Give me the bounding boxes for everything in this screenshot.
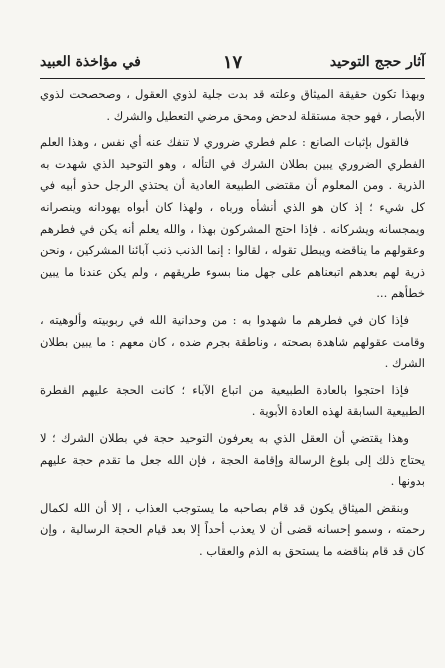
running-title-left: في مؤاخذة العبيد bbox=[40, 54, 141, 70]
paragraph: وبهذا تكون حقيقة الميثاق وعلته قد بدت جلية لذوي العقول ، وصحصحت لذوي الأبصار ، فهو حجة مستقلة لدحض ومحق مرضي التعطيل والشرك . bbox=[40, 87, 425, 123]
paragraph: فالقول بإثبات الصانع : علم فطري ضروري لا تنفك عنه أي نفس ، وهذا العلم الفطري الضروري يبين بطلان الشرك في التأله ، وهو التوحيد الذي شهدت به الذرية . ومن المعلوم أن مقتضى الطبيعة العادية أن يحتذي الرجل حذو أبيه في كل شيء ؛ إذ كان هو الذي أنشأه ورباه ، ولهذا كان أبواه يهودانه وينصرانه ويمجسانه ويشركانه . فإذا احتج المشركون بهذا ، والله يعلم أنه يكن في فطرهم وعقولهم ما يناقضه ويبطل تقوله ، لقالوا : إنما الذنب ذنب آبائنا المشركين ، ونحن ذرية لهم بعدهم اتبعناهم على جهل منا بسوء طريقهم ، ولم يكن عندنا ما يبين خطأهم ... bbox=[40, 135, 425, 301]
page-number: ١٧ bbox=[222, 52, 243, 73]
page-body bbox=[40, 84, 425, 567]
paragraph: وبنقض الميثاق يكون قد قام بصاحبه ما يستوجب العذاب ، إلا أن الله لكمال رحمته ، وسمو إحسانه قضى أن لا يعذب أحداً إلا بعد قيام الحجة الرسالية ، وإن كان قد قام بناقضه ما يستحق به الذم والعقاب . bbox=[40, 500, 425, 558]
paragraph: فإذا كان في فطرهم ما شهدوا به : من وحدانية الله في ربوبيته وألوهيته ، وقامت عقولهم شاهدة بصحته ، وناطقة بجرم ضده ، كان معهم : ما يبين بطلان الشرك . bbox=[40, 312, 425, 371]
header-divider bbox=[40, 78, 425, 79]
page-header bbox=[40, 52, 425, 76]
paragraph: فإذا احتجوا بالعادة الطبيعية من اتباع الآباء ؛ كانت الحجة عليهم الفطرة الطبيعية السابقة لهذه العادة الأبوية . bbox=[40, 382, 425, 419]
running-title-right: آثار حجج التوحيد bbox=[329, 54, 425, 70]
paragraph: وهذا يقتضي أن العقل الذي به يعرفون التوحيد حجة في بطلان الشرك ؛ لا يحتاج ذلك إلى بلوغ الرسالة وإقامة الحجة ، فإن الله جعل ما تقدم حجة عليهم بدونها . bbox=[40, 430, 425, 489]
